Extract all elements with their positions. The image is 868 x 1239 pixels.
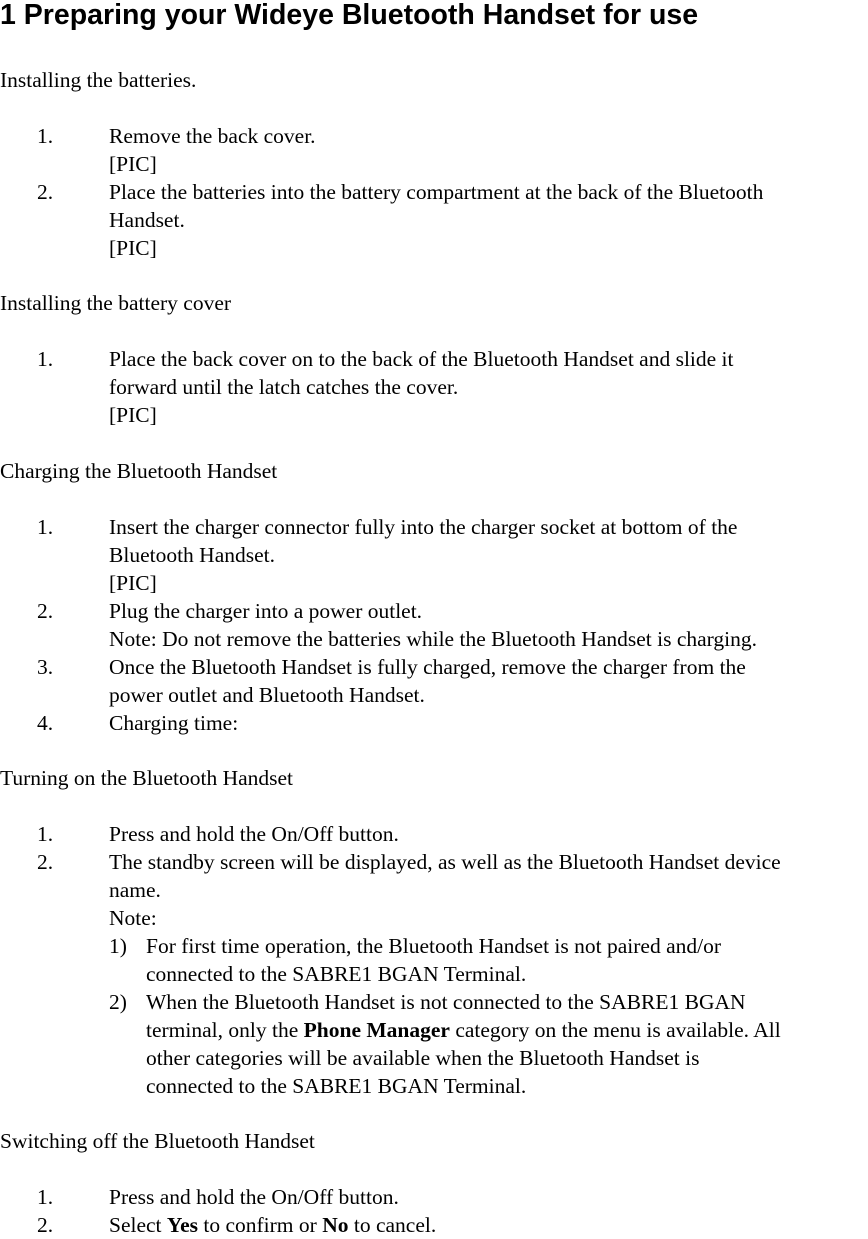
note-text-prefix: terminal, only the bbox=[146, 1018, 304, 1042]
note-number: 1) bbox=[109, 934, 127, 958]
note-text: For first time operation, the Bluetooth Handset is not paired and/or bbox=[146, 934, 722, 958]
list-item-text: Press and hold the On/Off button. bbox=[109, 1185, 399, 1209]
list-item-text: Insert the charger connector fully into the charger socket at bottom of the bbox=[109, 515, 738, 539]
note-text-suffix: category on the menu is available. All bbox=[449, 1018, 781, 1042]
section-heading-charging: Charging the Bluetooth Handset bbox=[0, 459, 278, 483]
list-number: 1. bbox=[37, 515, 54, 539]
list-item-text: name. bbox=[109, 878, 161, 902]
picture-placeholder: [PIC] bbox=[109, 152, 157, 176]
list-number: 2. bbox=[37, 180, 54, 204]
page-title: 1 Preparing your Wideye Bluetooth Handset for use bbox=[0, 0, 699, 31]
picture-placeholder: [PIC] bbox=[109, 403, 157, 427]
list-item-text: Handset. bbox=[109, 208, 185, 232]
confirm-text: to confirm or bbox=[197, 1213, 323, 1237]
section-heading-switching-off: Switching off the Bluetooth Handset bbox=[0, 1129, 315, 1153]
note-number: 2) bbox=[109, 990, 127, 1014]
list-item-text: Press and hold the On/Off button. bbox=[109, 822, 399, 846]
note-label: Note: bbox=[109, 906, 157, 930]
section-heading-turning-on: Turning on the Bluetooth Handset bbox=[0, 766, 294, 790]
note-text: connected to the SABRE1 BGAN Terminal. bbox=[146, 962, 527, 986]
yes-label: Yes bbox=[166, 1213, 198, 1237]
note-text: connected to the SABRE1 BGAN Terminal. bbox=[146, 1074, 527, 1098]
section-heading-cover: Installing the battery cover bbox=[0, 291, 232, 315]
list-item-text: The standby screen will be displayed, as well as the Bluetooth Handset device bbox=[109, 850, 781, 874]
picture-placeholder: [PIC] bbox=[109, 571, 157, 595]
list-number: 2. bbox=[37, 1213, 54, 1237]
list-number: 1. bbox=[37, 347, 54, 371]
select-text: Select bbox=[109, 1213, 167, 1237]
cancel-text: to cancel. bbox=[348, 1213, 437, 1237]
list-item-text: power outlet and Bluetooth Handset. bbox=[109, 683, 425, 707]
note-text: other categories will be available when the Bluetooth Handset is bbox=[146, 1046, 700, 1070]
list-item-text: Remove the back cover. bbox=[109, 124, 316, 148]
note-text: When the Bluetooth Handset is not connected to the SABRE1 BGAN bbox=[146, 990, 746, 1014]
list-item-text: Place the back cover on to the back of the Bluetooth Handset and slide it bbox=[109, 347, 734, 371]
section-heading-batteries: Installing the batteries. bbox=[0, 68, 197, 92]
list-number: 1. bbox=[37, 124, 54, 148]
list-item-text: forward until the latch catches the cover. bbox=[109, 375, 459, 399]
list-item-text: Plug the charger into a power outlet. bbox=[109, 599, 423, 623]
note-text bbox=[146, 1016, 781, 1044]
note-text: Note: Do not remove the batteries while the Bluetooth Handset is charging. bbox=[109, 627, 758, 651]
list-item-text bbox=[109, 1211, 436, 1239]
list-item-text: Place the batteries into the battery compartment at the back of the Bluetooth bbox=[109, 180, 764, 204]
list-item-text: Charging time: bbox=[109, 711, 239, 735]
picture-placeholder: [PIC] bbox=[109, 236, 157, 260]
list-item-text: Bluetooth Handset. bbox=[109, 543, 276, 567]
list-number: 2. bbox=[37, 599, 54, 623]
list-item-text: Once the Bluetooth Handset is fully charged, remove the charger from the bbox=[109, 655, 746, 679]
phone-manager-label: Phone Manager bbox=[303, 1018, 450, 1042]
no-label: No bbox=[322, 1213, 349, 1237]
list-number: 2. bbox=[37, 850, 54, 874]
list-number: 4. bbox=[37, 711, 54, 735]
list-number: 1. bbox=[37, 1185, 54, 1209]
list-number: 1. bbox=[37, 822, 54, 846]
list-number: 3. bbox=[37, 655, 54, 679]
